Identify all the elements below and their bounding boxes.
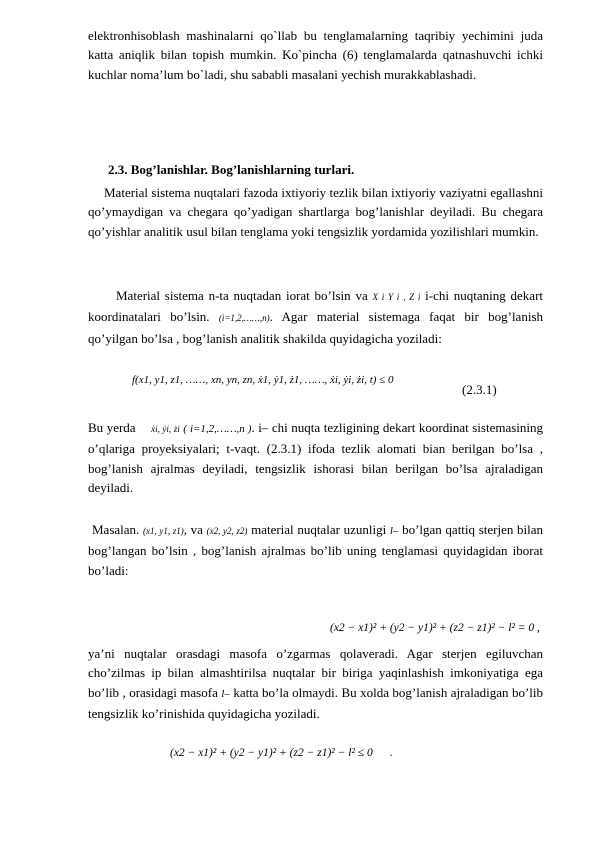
equation-text: f(x1, y1, z1, ……, xn, yn, zn, ẋ1, ẏ1, ż1, ……, ẋi, ẏi, żi, t) ≤ 0	[132, 374, 394, 386]
text-run: . i– chi nuqta tezligining dekart koordinat sistemasining o’qlariga proyeksiyalari; t-vaqt. (2.3.1) ifoda tezlik alomati bian berilgan bo’lsa , bog’lanish ajralmas deyiladi, tengsizlik ishorasi bilan berilgan bo’lsa ajraladigan deyiladi.	[88, 420, 544, 496]
paragraph-coordinates	[88, 286, 543, 348]
paragraph-text	[88, 520, 543, 580]
inline-formula: X i Y i , Z i	[372, 292, 421, 302]
paragraph-flexible-thread	[88, 644, 543, 724]
paragraph-text	[88, 286, 543, 348]
equation-tail: .	[389, 747, 393, 759]
equation-tail: ,	[537, 622, 540, 634]
paragraph-text	[88, 418, 543, 498]
equation-2-3-1	[132, 374, 393, 386]
equation-text: (x2 − x1)² + (y2 − y1)² + (z2 − z1)² − l² = 0	[330, 622, 535, 634]
equation-number	[462, 382, 497, 398]
paragraph-text	[88, 644, 543, 724]
section-heading	[108, 161, 563, 179]
section-heading-text: 2.3. Bog’lanishlar. Bog’lanishlarning turlari.	[108, 162, 355, 177]
text-run: , va	[183, 522, 203, 537]
text-run: Material sistema n-ta nuqtadan iorat bo’lsin va	[116, 288, 368, 303]
paragraph-definition	[88, 183, 543, 241]
equation-rigid-rod	[330, 622, 540, 634]
paragraph-text: Material sistema nuqtalari fazoda ixtiyoriy tezlik bilan ixtiyoriy vaziyatni egallashni qo’ymaydigan va chegara qo’yadigan shartlarga bog’lanishlar deyiladi. Bu chegara qo’yishlar analitik usul bilan tenglama yoki tengsizlik yordamida yozilishlari mumkin.	[88, 185, 543, 239]
inline-formula: l–	[389, 525, 399, 537]
text-run: material nuqtalar uzunligi	[251, 522, 387, 537]
text-run: bo’lgan qattiq sterjen bilan bog’langan bo’lsin , bog’lanish ajralmas bo’lib uning tenglamasi quyidagidan iborat bo’ladi:	[88, 522, 543, 578]
text-run: i-chi nuqtaning dekart koordinatalari bo’lsin.	[88, 288, 544, 325]
paragraph-intro	[88, 26, 543, 84]
inline-formula: (x2, y2, z2)	[206, 526, 248, 536]
paragraph-explanation	[88, 418, 543, 498]
text-run: ya’ni nuqtalar orasdagi masofa o’zgarmas qolaveradi. Agar sterjen egiluvchan cho’zilmas ip bilan almashtirilsa nuqtalar bir biriga yaqinlashish imkoniyatiga ega bo’lib , orasidagi masofa	[88, 646, 543, 700]
paragraph-text: elektronhisoblash mashinalarni qo`llab bu tenglamalarning taqribiy yechimini juda katta aniqlik bilan topish mumkin. Ko`pincha (6) tenglamalarda qatnashuvchi ichki kuchlar nomaʼlum bo`ladi, shu sababli masalani yechish murakkablashadi.	[88, 28, 543, 82]
paragraph-example	[88, 520, 543, 580]
text-run: Bu yerda	[88, 420, 136, 435]
text-run: katta bo’la olmaydi. Bu xolda bog’lanish ajraladigan bo’lib tengsizlik ko’rinishida quyidagicha yoziladi.	[88, 684, 544, 722]
inline-formula: ( i=1,2,……,n )	[183, 423, 252, 435]
inline-formula: ẋi, ẏi, żi	[151, 424, 180, 434]
equation-number-text: (2.3.1)	[462, 382, 497, 397]
inline-formula: (x1, y1, z1)	[142, 526, 184, 536]
text-run: Masalan.	[92, 522, 140, 537]
text-run: . Agar material sistemaga faqat bir bog’lanish qo’yilgan bo’lsa , bog’lanish analitik shakilda quyidagicha yoziladi:	[88, 309, 543, 346]
inline-formula: (i=1,2,……,n)	[218, 313, 270, 324]
equation-flexible-thread	[170, 747, 392, 759]
inline-formula: l–	[221, 687, 230, 700]
equation-text: (x2 − x1)² + (y2 − y1)² + (z2 − z1)² − l² ≤ 0	[170, 747, 373, 759]
